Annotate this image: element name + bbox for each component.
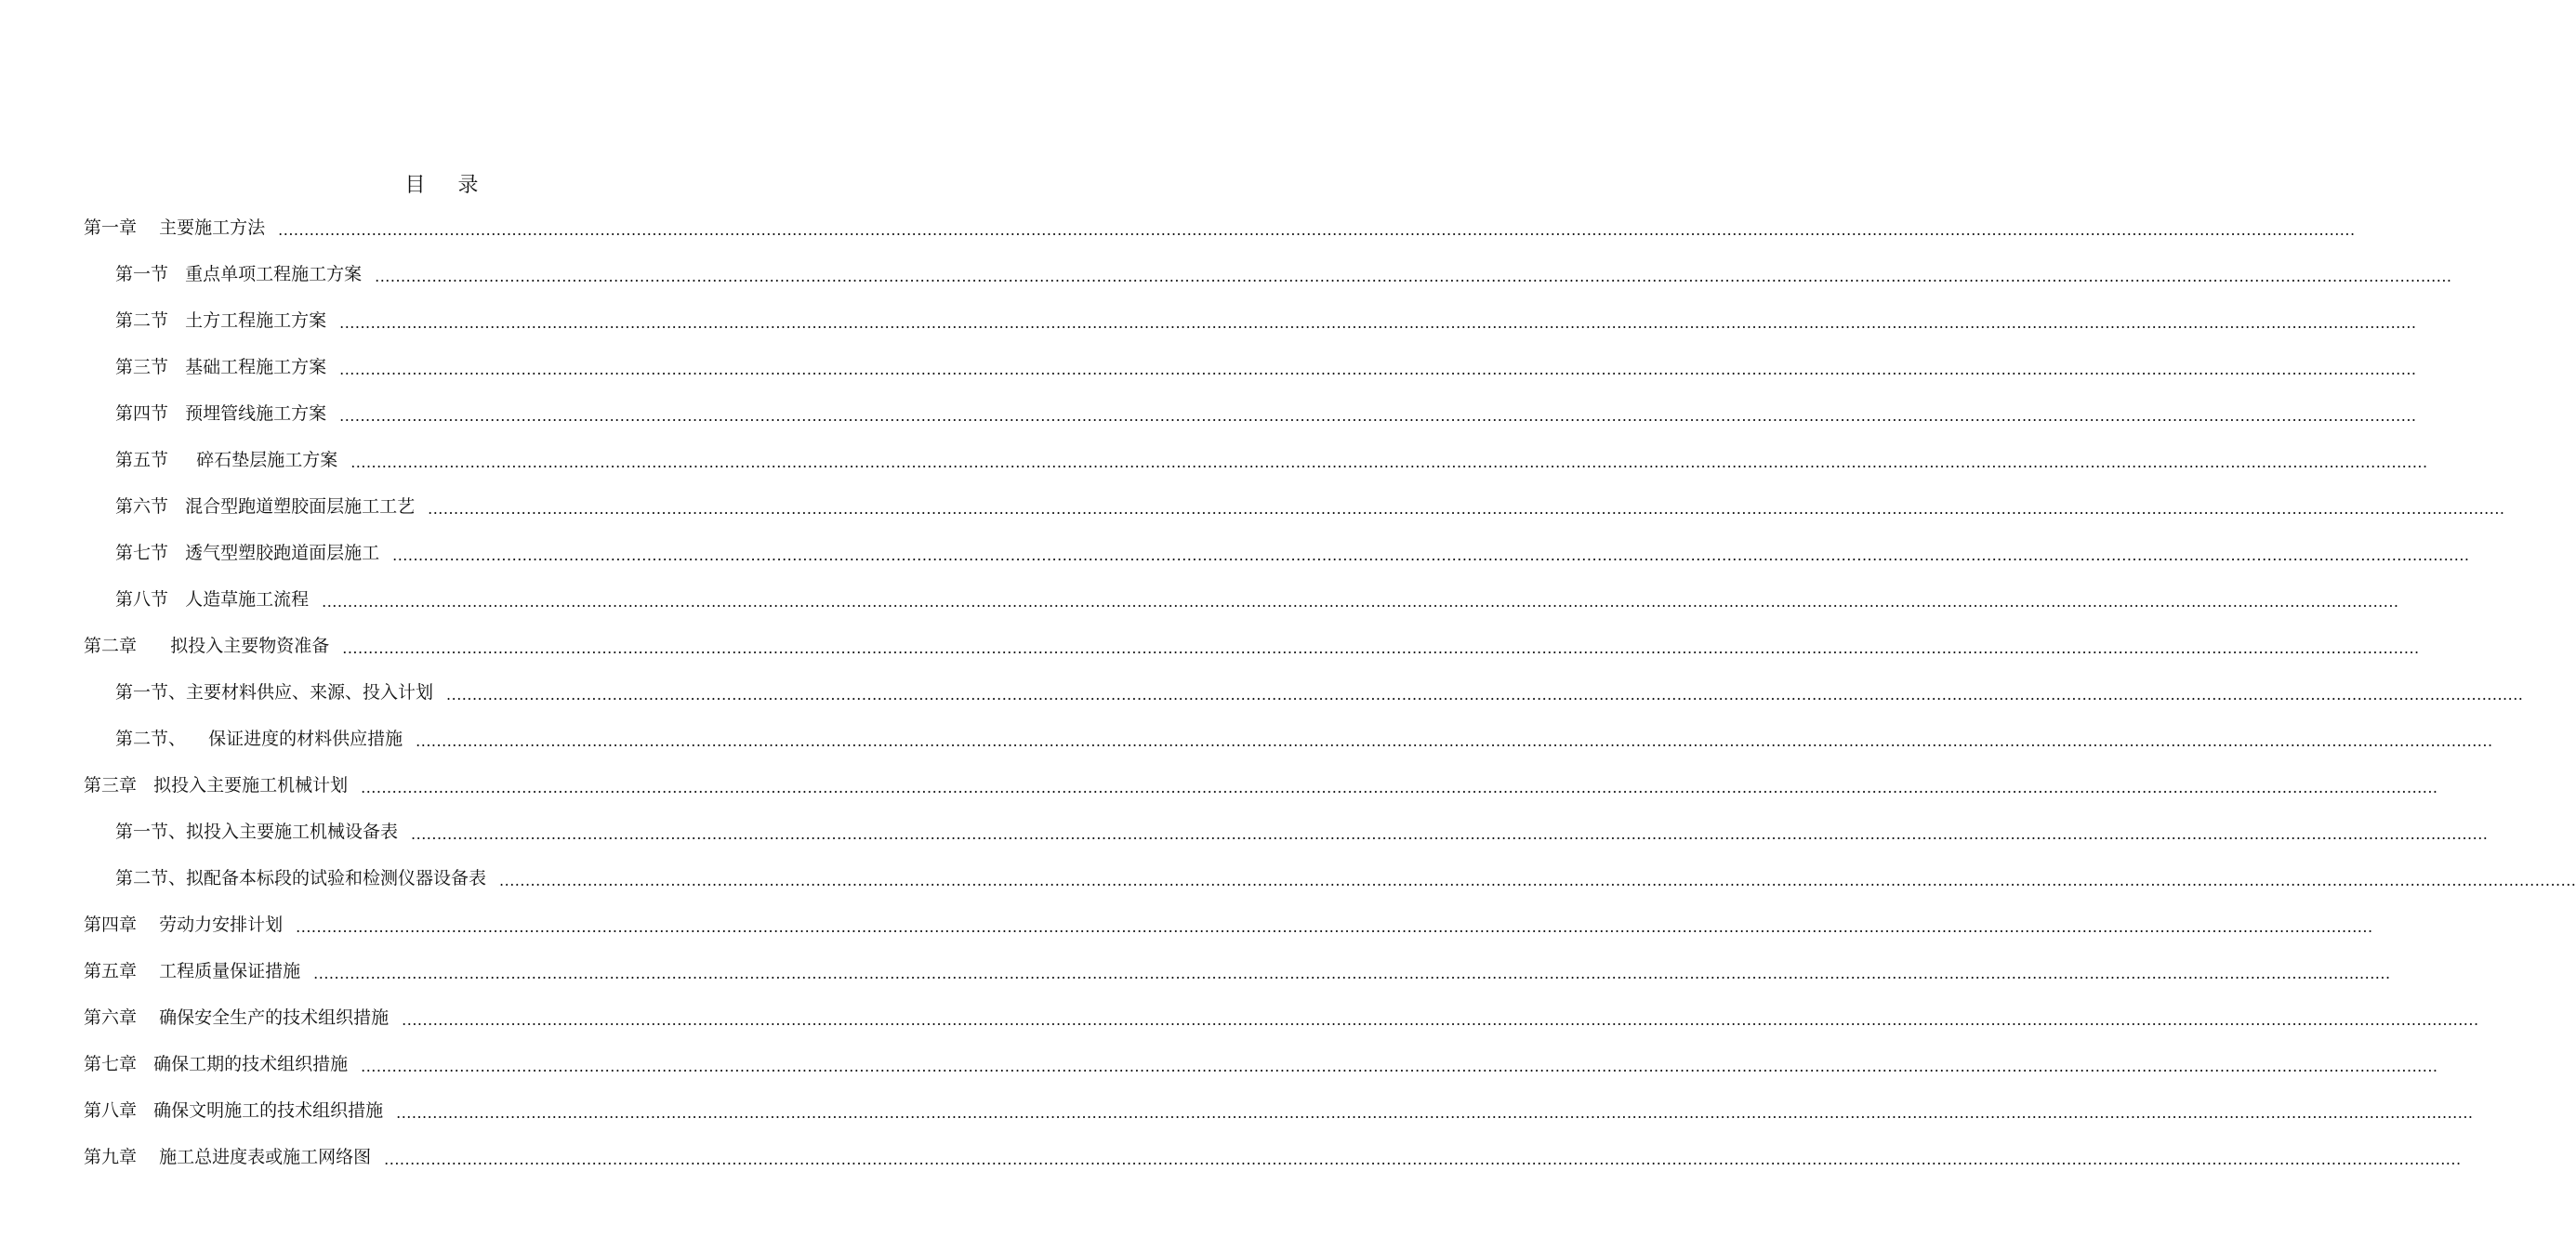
toc-entry-label: 第二章 拟投入主要物资准备 xyxy=(84,636,330,656)
toc-entry-label: 第二节 土方工程施工方案 xyxy=(115,310,327,331)
toc-chapter-entry xyxy=(0,1143,2462,1171)
toc-section-entry xyxy=(0,586,2399,613)
toc-dot-leader: ................................................................................................................................................................................................................................................................................................................................................................................................................ xyxy=(499,872,2576,889)
toc-entry-label: 第九章 施工总进度表或施工网络图 xyxy=(84,1147,372,1167)
toc-entry-label: 第一章 主要施工方法 xyxy=(84,217,266,238)
toc-section-entry xyxy=(0,678,2524,706)
toc-entry-label: 第五节 碎石垫层施工方案 xyxy=(115,450,338,470)
toc-section-entry xyxy=(0,260,2452,288)
toc-chapter-entry xyxy=(0,632,2420,660)
toc-entry-label: 第三节 基础工程施工方案 xyxy=(115,357,327,377)
toc-entry-label: 第八章 确保文明施工的技术组织措施 xyxy=(84,1100,384,1121)
toc-entry-label: 第六章 确保安全生产的技术组织措施 xyxy=(84,1007,390,1028)
toc-section-entry xyxy=(0,446,2428,474)
toc-entry-label: 第一节 重点单项工程施工方案 xyxy=(115,264,363,284)
toc-dot-leader: ................................................................................................................................................................................................................................................................................................................................................................................................................ xyxy=(411,825,2489,843)
toc-chapter-entry xyxy=(0,911,2373,939)
toc-section-entry xyxy=(0,864,2576,892)
toc-section-entry xyxy=(0,539,2470,567)
toc-entry-label: 第二节、拟配备本标段的试验和检测仪器设备表 xyxy=(115,868,487,888)
toc-section-entry xyxy=(0,307,2417,335)
toc-entry-label: 第八节 人造草施工流程 xyxy=(115,589,310,610)
toc-dot-leader: ................................................................................................................................................................................................................................................................................................................................................................................................................ xyxy=(392,546,2470,564)
toc-entry-label: 第一节、拟投入主要施工机械设备表 xyxy=(115,822,399,842)
toc-chapter-entry xyxy=(0,1050,2438,1078)
toc-dot-leader: ................................................................................................................................................................................................................................................................................................................................................................................................................ xyxy=(416,732,2493,750)
toc-dot-leader: ................................................................................................................................................................................................................................................................................................................................................................................................................ xyxy=(361,1058,2438,1075)
toc-chapter-entry xyxy=(0,957,2391,985)
toc-section-entry xyxy=(0,725,2493,753)
toc-dot-leader: ................................................................................................................................................................................................................................................................................................................................................................................................................ xyxy=(375,268,2452,285)
toc-entry-label: 第七节 透气型塑胶跑道面层施工 xyxy=(115,543,380,563)
toc-dot-leader: ................................................................................................................................................................................................................................................................................................................................................................................................................ xyxy=(339,314,2417,332)
toc-dot-leader: ................................................................................................................................................................................................................................................................................................................................................................................................................ xyxy=(322,593,2399,611)
toc-chapter-entry xyxy=(0,1097,2474,1125)
toc-dot-leader: ................................................................................................................................................................................................................................................................................................................................................................................................................ xyxy=(396,1104,2474,1122)
toc-entry-label: 第二节、 保证进度的材料供应措施 xyxy=(115,729,403,749)
toc-dot-leader: ................................................................................................................................................................................................................................................................................................................................................................................................................ xyxy=(402,1011,2479,1029)
toc-dot-leader: ................................................................................................................................................................................................................................................................................................................................................................................................................ xyxy=(428,500,2505,518)
toc-dot-leader: ................................................................................................................................................................................................................................................................................................................................................................................................................ xyxy=(446,686,2524,704)
toc-entry-label: 第五章 工程质量保证措施 xyxy=(84,961,301,981)
toc-dot-leader: ................................................................................................................................................................................................................................................................................................................................................................................................................ xyxy=(339,407,2417,425)
toc-entry-label: 第三章 拟投入主要施工机械计划 xyxy=(84,775,349,796)
toc-entry-label: 第六节 混合型跑道塑胶面层施工工艺 xyxy=(115,496,416,517)
toc-entry-label: 第四章 劳动力安排计划 xyxy=(84,914,284,935)
toc-dot-leader: ................................................................................................................................................................................................................................................................................................................................................................................................................ xyxy=(296,918,2373,936)
toc-entry-label: 第四节 预埋管线施工方案 xyxy=(115,403,327,424)
toc-dot-leader: ................................................................................................................................................................................................................................................................................................................................................................................................................ xyxy=(342,639,2420,657)
toc-dot-leader: ................................................................................................................................................................................................................................................................................................................................................................................................................ xyxy=(313,965,2391,982)
toc-dot-leader: ................................................................................................................................................................................................................................................................................................................................................................................................................ xyxy=(339,361,2417,378)
toc-section-entry xyxy=(0,353,2417,381)
toc-dot-leader: ................................................................................................................................................................................................................................................................................................................................................................................................................ xyxy=(278,221,2356,239)
toc-chapter-entry xyxy=(0,214,2356,242)
toc-section-entry xyxy=(0,493,2505,520)
toc-section-entry xyxy=(0,818,2489,846)
toc-chapter-entry xyxy=(0,1004,2479,1032)
toc-title: 目 录 xyxy=(404,174,492,197)
toc-dot-leader: ................................................................................................................................................................................................................................................................................................................................................................................................................ xyxy=(350,454,2428,471)
toc-section-entry xyxy=(0,400,2417,428)
toc-dot-leader: ................................................................................................................................................................................................................................................................................................................................................................................................................ xyxy=(384,1151,2462,1168)
toc-entry-label: 第七章 确保工期的技术组织措施 xyxy=(84,1054,349,1074)
toc-entry-label: 第一节、主要材料供应、来源、投入计划 xyxy=(115,682,434,703)
toc-chapter-entry xyxy=(0,771,2438,799)
toc-dot-leader: ................................................................................................................................................................................................................................................................................................................................................................................................................ xyxy=(361,779,2438,796)
